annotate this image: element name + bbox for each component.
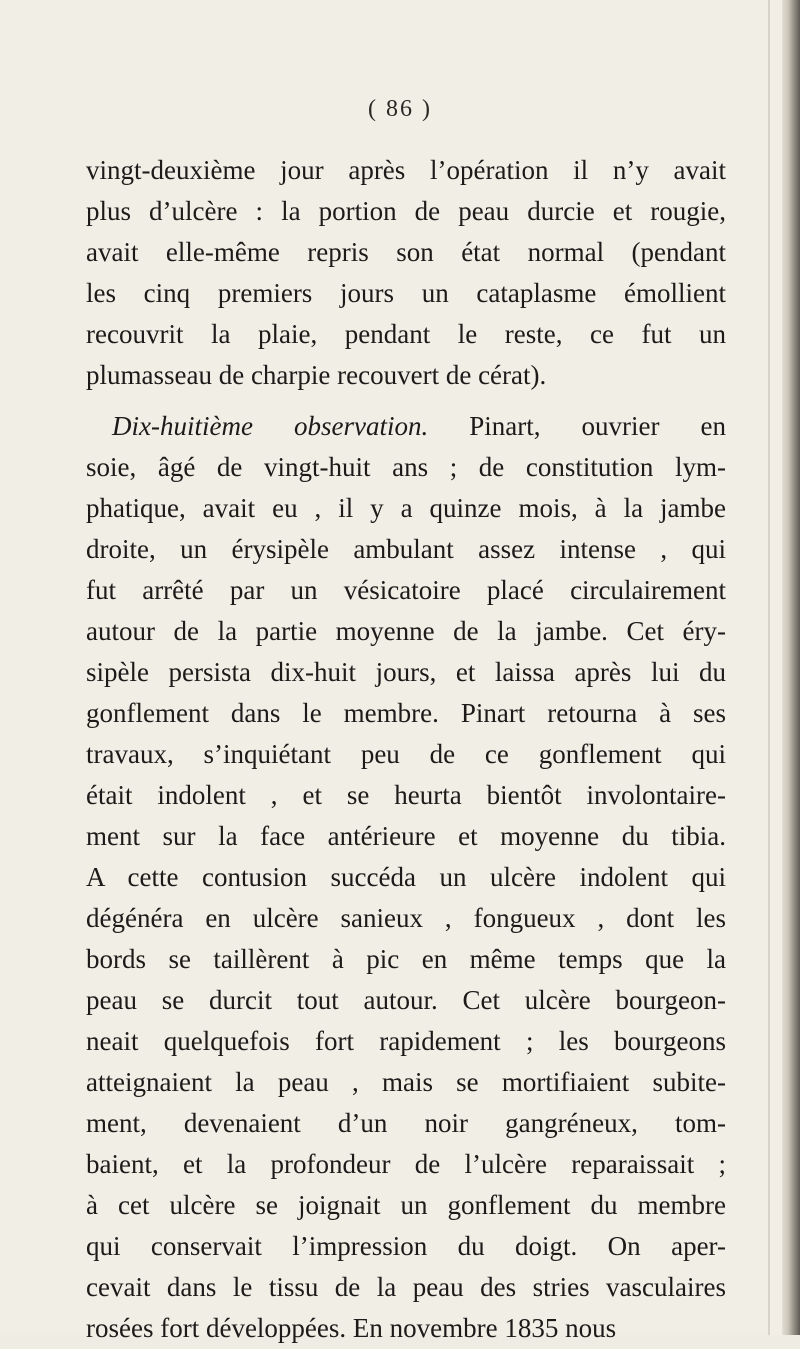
text-line: droite, un érysipèle ambulant assez intense , qui [86, 534, 726, 564]
text-line: rosées fort développées. En novembre 1835 nous [86, 1313, 617, 1343]
observation-title: Dix-huitième observation. [112, 411, 429, 441]
text-line: travaux, s’inquiétant peu de ce gonflement qui [86, 739, 726, 769]
text-line: était indolent , et se heurta bientôt involontaire- [86, 780, 726, 810]
text-line: bords se taillèrent à pic en même temps que la [86, 944, 726, 974]
text-line: avait elle-même repris son état normal (pendant [86, 237, 726, 267]
text-line: fut arrêté par un vésicatoire placé circulairement [86, 575, 726, 605]
page-fold-line [768, 0, 770, 1335]
text-line: gonflement dans le membre. Pinart retourna à ses [86, 698, 726, 728]
text-line: neait quelquefois fort rapidement ; les bourgeons [86, 1026, 726, 1056]
text-line: qui conservait l’impression du doigt. On aper- [86, 1231, 726, 1261]
observation-heading-rest: Pinart, ouvrier en [428, 411, 726, 441]
text-line: autour de la partie moyenne de la jambe. Cet éry- [86, 616, 726, 646]
text-line: baient, et la profondeur de l’ulcère reparaissait ; [86, 1149, 726, 1179]
text-line: vingt-deuxième jour après l’opération il n’y avait [86, 155, 726, 185]
text-line: cevait dans le tissu de la peau des stries vasculaires [86, 1272, 726, 1302]
page-number: ( 86 ) [368, 96, 432, 122]
text-line: soie, âgé de vingt-huit ans ; de constitution lym- [86, 452, 726, 482]
observation-heading-line [86, 406, 726, 447]
page-edge-shadow [782, 0, 800, 1335]
text-line: phatique, avait eu , il y a quinze mois, à la jambe [86, 493, 726, 523]
text-line: plumasseau de charpie recouvert de cérat). [86, 360, 547, 390]
text-line: ment, devenaient d’un noir gangréneux, tom- [86, 1108, 726, 1138]
text-line: atteignaient la peau , mais se mortifiaient subite- [86, 1067, 726, 1097]
text-line: recouvrit la plaie, pendant le reste, ce fut un [86, 319, 726, 349]
text-line: les cinq premiers jours un cataplasme émollient [86, 278, 726, 308]
paragraph-gap [86, 396, 726, 406]
text-line: plus d’ulcère : la portion de peau durcie et rougie, [86, 196, 726, 226]
text-line: peau se durcit tout autour. Cet ulcère bourgeon- [86, 985, 726, 1015]
text-line: ment sur la face antérieure et moyenne du tibia. [86, 821, 726, 851]
text-line: à cet ulcère se joignait un gonflement du membre [86, 1190, 726, 1220]
text-line: sipèle persista dix-huit jours, et laissa après lui du [86, 657, 726, 687]
text-line: dégénéra en ulcère sanieux , fongueux , dont les [86, 903, 726, 933]
body-text [86, 150, 726, 1349]
text-line: A cette contusion succéda un ulcère indolent qui [86, 862, 726, 892]
